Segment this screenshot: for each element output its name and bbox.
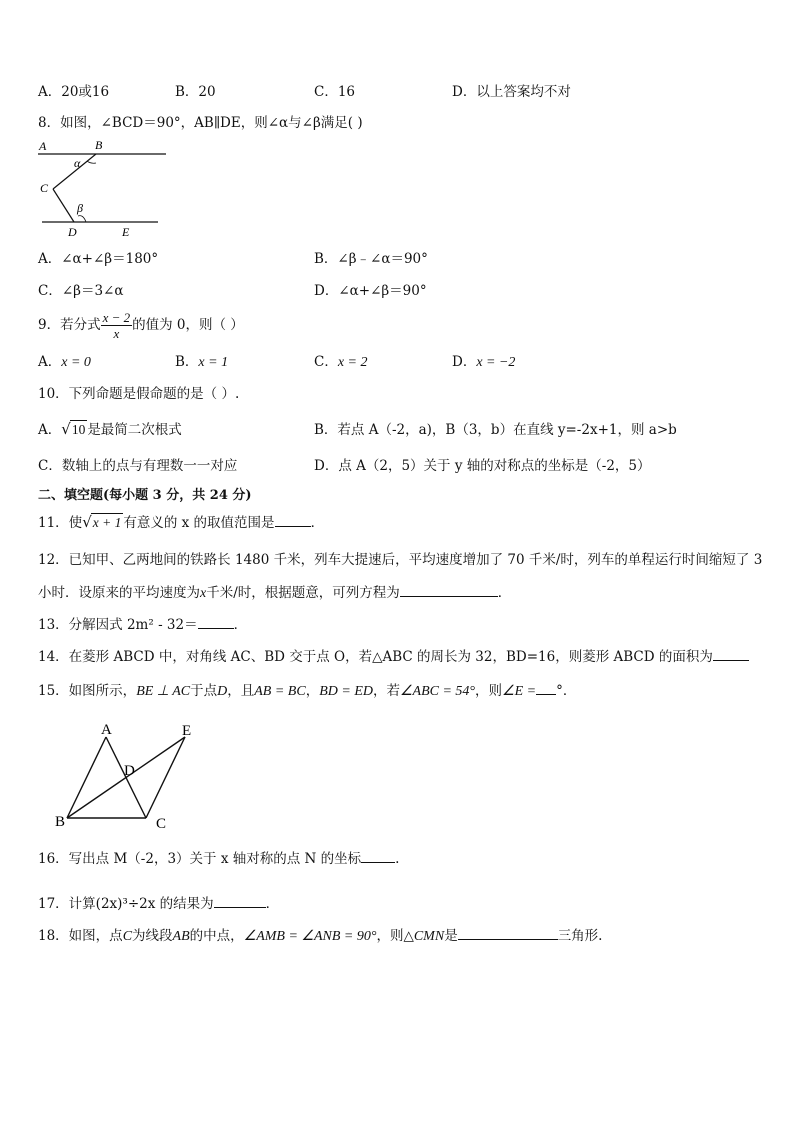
q7-option-b: B．20: [175, 84, 216, 100]
q17-answer-blank[interactable]: [214, 894, 266, 908]
q9-prefix: 9．若分式: [38, 317, 101, 333]
q16-end: .: [395, 851, 400, 867]
q8-option-b: B．∠β﹣∠α＝90°: [314, 251, 428, 267]
q8-option-d: D．∠α+∠β＝90°: [314, 283, 427, 299]
q11-answer-blank[interactable]: [275, 513, 311, 527]
sqrt-sign-icon: √: [82, 513, 92, 531]
q18-end: 三角形.: [557, 928, 603, 944]
q14-answer-blank[interactable]: [713, 647, 749, 661]
q9-option-c: [314, 353, 368, 372]
q9-fraction: [101, 310, 133, 341]
q9-option-b-label: B．: [175, 354, 199, 370]
q18-text-4: 是: [444, 928, 458, 944]
q7-option-c: C．16: [314, 84, 356, 100]
q16-answer-blank[interactable]: [361, 849, 395, 863]
q15-end: °．: [556, 683, 577, 699]
q15: [38, 681, 576, 701]
q15-math-3: AB = BC: [254, 684, 306, 699]
q9-option-d: [452, 353, 515, 372]
q8-label-a: A: [39, 139, 47, 153]
q10-option-d: D．点 A（2，5）关于 y 轴的对称点的坐标是（-2，5）: [314, 458, 651, 474]
q8-label-alpha: α: [74, 156, 81, 170]
q10-option-a-text: 是最简二次根式: [87, 422, 182, 438]
q15-label-a: A: [101, 722, 112, 738]
q11: [38, 513, 324, 532]
q15-math-2: D: [217, 684, 228, 699]
q12-end: ．: [497, 585, 512, 601]
q15-text-5: ，则: [475, 683, 503, 699]
q13: [38, 615, 247, 634]
q18-text-2: 的中点，: [189, 928, 244, 944]
q8-label-c: C: [40, 181, 49, 195]
q15-math-1: BE ⊥ AC: [136, 684, 191, 699]
q17-end: ．: [265, 896, 280, 912]
q9-option-b-math: x = 1: [198, 355, 229, 370]
q8-label-e: E: [122, 225, 130, 239]
q15-math-5: ∠ABC = 54°: [399, 684, 476, 699]
sqrt-sign-icon: √: [61, 420, 71, 438]
q15-text-4: ，若: [372, 683, 400, 699]
q15-label-b: B: [55, 814, 66, 830]
q18-math-4: CMN: [413, 929, 445, 944]
q18-math-3: ∠AMB = ∠ANB = 90°: [243, 929, 377, 944]
q16: [38, 849, 399, 868]
q18-prefix: 18．如图，点: [38, 928, 123, 944]
q12-line2: [38, 583, 511, 603]
q15-text-3: ，: [305, 683, 320, 699]
q15-prefix: 15．如图所示，: [38, 683, 137, 699]
q17-prefix: 17．计算(2x)³÷2x 的结果为: [38, 896, 214, 912]
q18-answer-blank[interactable]: [458, 926, 558, 940]
section-heading: 二、填空题(每小题 3 分，共 24 分): [38, 488, 252, 503]
q15-label-d: D: [124, 763, 135, 779]
q9-fraction-denominator: x: [113, 326, 120, 341]
q18-math-2: AB: [172, 929, 190, 944]
q12-variable: x: [200, 586, 207, 601]
q15-label-e: E: [182, 723, 192, 739]
q13-end: ．: [233, 617, 248, 633]
q9-option-c-label: C．: [314, 354, 338, 370]
q8-stem: 8．如图，∠BCD＝90°，AB∥DE，则∠α与∠β满足( ): [38, 115, 363, 131]
q9-option-d-label: D．: [452, 354, 477, 370]
q8-label-d: D: [68, 225, 77, 239]
q15-answer-blank[interactable]: [536, 681, 556, 695]
q9-option-c-math: x = 2: [337, 355, 368, 370]
q9-fraction-numerator: x − 2: [102, 310, 131, 325]
q16-text: 16．写出点 M（-2，3）关于 x 轴对称的点 N 的坐标: [38, 851, 362, 867]
q14: [38, 647, 749, 666]
q15-math-4: BD = ED: [319, 684, 373, 699]
q7-option-d: D．以上答案均不对: [452, 84, 571, 100]
q15-figure: [52, 722, 202, 830]
q10-option-a-radicand: 10: [71, 422, 86, 437]
q10-option-b: B．若点 A（-2，a)，B（3，b）在直线 y=-2x+1，则 a>b: [314, 422, 677, 438]
q18-math-1: C: [122, 929, 133, 944]
q12-answer-blank[interactable]: [400, 583, 498, 597]
q15-text-1: 于点: [190, 683, 218, 699]
q11-suffix: 有意义的 x 的取值范围是: [123, 515, 275, 531]
q9-option-a: [38, 353, 91, 372]
q18: [38, 926, 602, 946]
q10-stem: 10．下列命题是假命题的是（ ）.: [38, 386, 240, 402]
q12-line2-prefix: 小时．设原来的平均速度为: [38, 585, 200, 601]
q18-text-3: ，则△: [376, 928, 414, 944]
q15-math-6: ∠E =: [502, 684, 537, 699]
q13-answer-blank[interactable]: [198, 615, 234, 629]
q12-line2-mid: 千米/时，根据题意，可列方程为: [206, 585, 400, 601]
q9-option-b: [175, 353, 228, 372]
q8-figure: [36, 138, 166, 240]
q9-option-a-label: A．: [38, 354, 62, 370]
q10-option-a: [38, 420, 182, 439]
q14-text: 14．在菱形 ABCD 中，对角线 AC、BD 交于点 O，若△ABC 的周长为 32，BD=16，则菱形 ABCD 的面积为: [38, 649, 713, 665]
q11-end: ．: [310, 515, 325, 531]
q15-label-c: C: [156, 816, 167, 830]
q8-option-c: C．∠β＝3∠α: [38, 283, 124, 299]
q8-label-beta: β: [77, 201, 83, 215]
q15-text-2: ，且: [227, 683, 255, 699]
q9-option-a-math: x = 0: [61, 355, 91, 370]
q18-text-1: 为线段: [132, 928, 173, 944]
q12-line1: 12．已知甲、乙两地间的铁路长 1480 千米，列车大提速后，平均速度增加了 70 千米/时，列车的单程运行时间缩短了 3: [38, 552, 763, 568]
q9-stem: [38, 307, 244, 343]
q8-label-b: B: [95, 138, 103, 152]
q17: [38, 894, 279, 913]
q9-option-d-math: x = −2: [476, 355, 516, 370]
q9-suffix: 的值为 0，则（ ）: [132, 317, 244, 333]
q7-option-a: A．20或16: [38, 84, 110, 100]
q10-option-a-label: A．: [38, 422, 62, 438]
q10-option-c: C．数轴上的点与有理数一一对应: [38, 458, 238, 474]
q11-prefix: 11．使: [38, 515, 83, 531]
q8-option-a: A．∠α+∠β＝180°: [38, 251, 159, 267]
q11-radicand: x + 1: [92, 515, 122, 530]
q13-prefix: 13．分解因式 2m² - 32＝: [38, 617, 198, 633]
